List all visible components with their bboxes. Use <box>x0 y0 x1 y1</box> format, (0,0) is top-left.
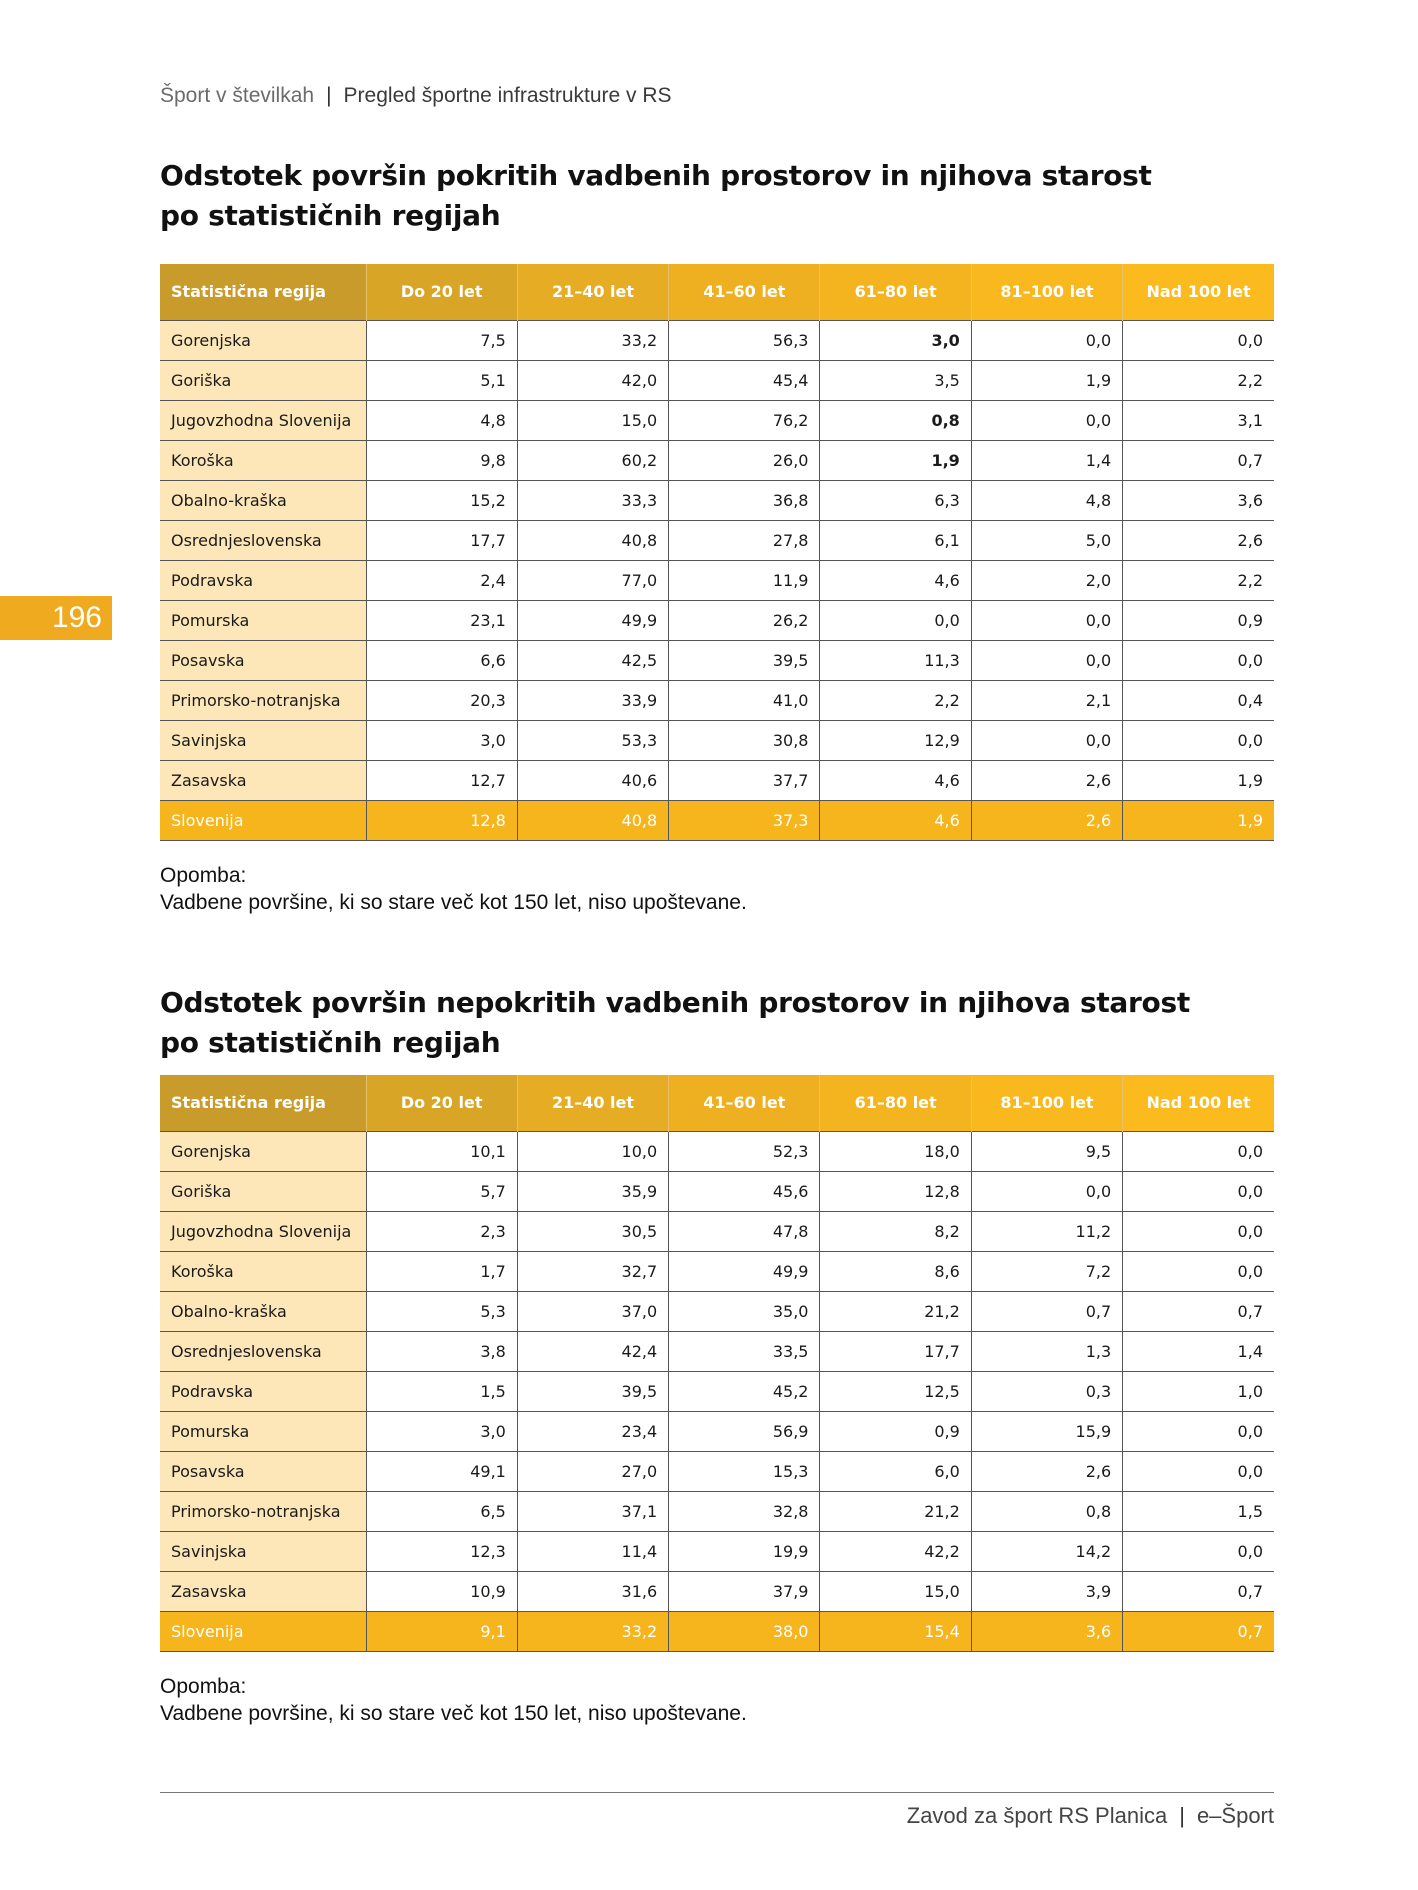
value-cell: 9,8 <box>366 440 517 480</box>
value-cell: 20,3 <box>366 680 517 720</box>
table-row <box>160 1411 1274 1451</box>
value-cell: 4,6 <box>820 760 971 800</box>
column-header-81-100: 81–100 let <box>971 264 1122 320</box>
region-cell: Savinjska <box>160 720 366 760</box>
value-cell: 37,1 <box>517 1491 668 1531</box>
value-cell: 36,8 <box>669 480 820 520</box>
value-cell: 32,8 <box>669 1491 820 1531</box>
value-cell: 4,6 <box>820 560 971 600</box>
value-cell: 3,9 <box>971 1571 1122 1611</box>
value-cell: 49,9 <box>669 1251 820 1291</box>
region-cell: Gorenjska <box>160 1131 366 1171</box>
value-cell: 23,1 <box>366 600 517 640</box>
table-row <box>160 400 1274 440</box>
value-cell: 32,7 <box>517 1251 668 1291</box>
value-cell: 0,0 <box>1123 1131 1274 1171</box>
column-header-nad-100: Nad 100 let <box>1123 264 1274 320</box>
value-cell: 1,4 <box>971 440 1122 480</box>
value-cell: 17,7 <box>820 1331 971 1371</box>
value-cell: 6,5 <box>366 1491 517 1531</box>
value-cell: 0,7 <box>1123 1291 1274 1331</box>
table-row <box>160 440 1274 480</box>
table-total-row <box>160 800 1274 840</box>
table-row <box>160 1451 1274 1491</box>
table-row <box>160 720 1274 760</box>
value-cell: 21,2 <box>820 1491 971 1531</box>
table-row <box>160 1371 1274 1411</box>
value-cell: 1,9 <box>1123 760 1274 800</box>
value-cell: 33,3 <box>517 480 668 520</box>
value-cell: 52,3 <box>669 1131 820 1171</box>
value-cell: 8,6 <box>820 1251 971 1291</box>
value-cell: 39,5 <box>517 1371 668 1411</box>
title-line-2: po statističnih regijah <box>160 1026 501 1059</box>
value-cell: 42,4 <box>517 1331 668 1371</box>
table-row <box>160 640 1274 680</box>
value-cell: 56,9 <box>669 1411 820 1451</box>
region-cell: Podravska <box>160 1371 366 1411</box>
footer-publisher: Zavod za šport RS Planica <box>906 1803 1168 1828</box>
value-cell: 1,4 <box>1123 1331 1274 1371</box>
value-cell: 4,8 <box>366 400 517 440</box>
value-cell: 12,8 <box>820 1171 971 1211</box>
value-cell: 7,5 <box>366 320 517 360</box>
value-cell: 0,0 <box>971 1171 1122 1211</box>
running-head <box>160 84 672 108</box>
region-cell: Savinjska <box>160 1531 366 1571</box>
table-row <box>160 1571 1274 1611</box>
title-line-1: Odstotek površin nepokritih vadbenih prostorov in njihova starost <box>160 986 1190 1019</box>
value-cell: 15,9 <box>971 1411 1122 1451</box>
note-text: Vadbene površine, ki so stare več kot 150 let, niso upoštevane. <box>160 1702 747 1725</box>
region-cell: Koroška <box>160 1251 366 1291</box>
value-cell: 12,5 <box>820 1371 971 1411</box>
value-cell: 42,2 <box>820 1531 971 1571</box>
value-cell: 0,0 <box>971 320 1122 360</box>
value-cell: 17,7 <box>366 520 517 560</box>
value-cell: 0,7 <box>1123 1611 1274 1651</box>
value-cell: 27,0 <box>517 1451 668 1491</box>
region-cell: Koroška <box>160 440 366 480</box>
region-cell: Osrednjeslovenska <box>160 520 366 560</box>
value-cell: 1,9 <box>1123 800 1274 840</box>
value-cell: 2,2 <box>1123 360 1274 400</box>
value-cell: 10,0 <box>517 1131 668 1171</box>
table-header-row <box>160 1075 1274 1131</box>
value-cell: 0,7 <box>971 1291 1122 1331</box>
table-total-row <box>160 1611 1274 1651</box>
value-cell: 42,0 <box>517 360 668 400</box>
table-row <box>160 760 1274 800</box>
value-cell: 0,0 <box>971 720 1122 760</box>
value-cell: 11,2 <box>971 1211 1122 1251</box>
value-cell: 1,5 <box>366 1371 517 1411</box>
value-cell: 26,0 <box>669 440 820 480</box>
value-cell: 23,4 <box>517 1411 668 1451</box>
section-title <box>160 156 1274 236</box>
value-cell: 7,2 <box>971 1251 1122 1291</box>
region-cell: Osrednjeslovenska <box>160 1331 366 1371</box>
value-cell: 45,2 <box>669 1371 820 1411</box>
value-cell: 47,8 <box>669 1211 820 1251</box>
value-cell: 0,0 <box>1123 640 1274 680</box>
region-cell: Slovenija <box>160 800 366 840</box>
table-row <box>160 1211 1274 1251</box>
value-cell: 37,3 <box>669 800 820 840</box>
region-cell: Podravska <box>160 560 366 600</box>
value-cell: 1,9 <box>971 360 1122 400</box>
value-cell: 4,8 <box>971 480 1122 520</box>
value-cell: 0,0 <box>1123 1531 1274 1571</box>
region-cell: Posavska <box>160 640 366 680</box>
footer-series: e–Šport <box>1196 1803 1274 1828</box>
value-cell: 10,1 <box>366 1131 517 1171</box>
region-cell: Obalno-kraška <box>160 480 366 520</box>
table-row <box>160 1491 1274 1531</box>
table-row <box>160 1131 1274 1171</box>
value-cell: 0,7 <box>1123 440 1274 480</box>
value-cell: 38,0 <box>669 1611 820 1651</box>
value-cell: 35,0 <box>669 1291 820 1331</box>
value-cell: 0,0 <box>1123 320 1274 360</box>
column-header-do-20: Do 20 let <box>366 1075 517 1131</box>
value-cell: 0,9 <box>1123 600 1274 640</box>
table-header-row <box>160 264 1274 320</box>
section-title <box>160 983 1274 1063</box>
table-row <box>160 1331 1274 1371</box>
region-cell: Zasavska <box>160 760 366 800</box>
value-cell: 1,3 <box>971 1331 1122 1371</box>
footer-rule <box>160 1792 1274 1793</box>
value-cell: 0,0 <box>971 600 1122 640</box>
region-cell: Posavska <box>160 1451 366 1491</box>
value-cell: 5,3 <box>366 1291 517 1331</box>
value-cell: 6,0 <box>820 1451 971 1491</box>
table-row <box>160 680 1274 720</box>
region-cell: Obalno-kraška <box>160 1291 366 1331</box>
column-header-do-20: Do 20 let <box>366 264 517 320</box>
value-cell: 11,4 <box>517 1531 668 1571</box>
region-cell: Pomurska <box>160 1411 366 1451</box>
table-row <box>160 560 1274 600</box>
title-line-2: po statističnih regijah <box>160 199 501 232</box>
value-cell: 15,0 <box>517 400 668 440</box>
region-cell: Pomurska <box>160 600 366 640</box>
value-cell: 2,6 <box>971 1451 1122 1491</box>
value-cell: 0,0 <box>1123 1411 1274 1451</box>
table-row <box>160 360 1274 400</box>
value-cell: 39,5 <box>669 640 820 680</box>
value-cell: 0,8 <box>971 1491 1122 1531</box>
value-cell: 0,7 <box>1123 1571 1274 1611</box>
column-header-41-60: 41–60 let <box>669 264 820 320</box>
value-cell: 8,2 <box>820 1211 971 1251</box>
value-cell: 77,0 <box>517 560 668 600</box>
value-cell: 2,2 <box>1123 560 1274 600</box>
value-cell: 40,8 <box>517 800 668 840</box>
value-cell: 15,2 <box>366 480 517 520</box>
table-note <box>160 1673 747 1727</box>
value-cell: 26,2 <box>669 600 820 640</box>
column-header-nad-100: Nad 100 let <box>1123 1075 1274 1131</box>
value-cell: 2,6 <box>1123 520 1274 560</box>
value-cell: 33,5 <box>669 1331 820 1371</box>
column-header-61-80: 61–80 let <box>820 264 971 320</box>
value-cell: 49,1 <box>366 1451 517 1491</box>
region-cell: Gorenjska <box>160 320 366 360</box>
value-cell: 76,2 <box>669 400 820 440</box>
value-cell: 14,2 <box>971 1531 1122 1571</box>
value-cell: 0,0 <box>1123 1171 1274 1211</box>
note-label: Opomba: <box>160 1675 247 1698</box>
value-cell: 1,5 <box>1123 1491 1274 1531</box>
value-cell: 21,2 <box>820 1291 971 1331</box>
table-row <box>160 1251 1274 1291</box>
table-row <box>160 520 1274 560</box>
value-cell: 0,9 <box>820 1411 971 1451</box>
value-cell: 0,0 <box>1123 1451 1274 1491</box>
value-cell: 42,5 <box>517 640 668 680</box>
column-header-61-80: 61–80 let <box>820 1075 971 1131</box>
region-cell: Zasavska <box>160 1571 366 1611</box>
uncovered-age-table <box>160 1075 1274 1652</box>
note-label: Opomba: <box>160 864 247 887</box>
region-cell: Slovenija <box>160 1611 366 1651</box>
value-cell: 3,0 <box>366 720 517 760</box>
value-cell: 9,5 <box>971 1131 1122 1171</box>
value-cell: 37,0 <box>517 1291 668 1331</box>
value-cell: 33,9 <box>517 680 668 720</box>
table-row <box>160 1531 1274 1571</box>
value-cell: 0,0 <box>1123 1251 1274 1291</box>
value-cell: 12,3 <box>366 1531 517 1571</box>
value-cell: 3,0 <box>366 1411 517 1451</box>
value-cell: 12,9 <box>820 720 971 760</box>
value-cell: 2,1 <box>971 680 1122 720</box>
value-cell: 3,6 <box>1123 480 1274 520</box>
value-cell: 12,7 <box>366 760 517 800</box>
value-cell: 0,0 <box>820 600 971 640</box>
column-header-41-60: 41–60 let <box>669 1075 820 1131</box>
value-cell: 33,2 <box>517 1611 668 1651</box>
value-cell: 5,0 <box>971 520 1122 560</box>
value-cell: 1,9 <box>820 440 971 480</box>
value-cell: 11,9 <box>669 560 820 600</box>
footer <box>907 1803 1274 1829</box>
value-cell: 3,1 <box>1123 400 1274 440</box>
value-cell: 5,1 <box>366 360 517 400</box>
table-row <box>160 320 1274 360</box>
page-number: 196 <box>0 596 112 640</box>
running-head-separator: | <box>326 84 332 107</box>
value-cell: 6,6 <box>366 640 517 680</box>
value-cell: 2,2 <box>820 680 971 720</box>
note-text: Vadbene površine, ki so stare več kot 150 let, niso upoštevane. <box>160 891 747 914</box>
value-cell: 11,3 <box>820 640 971 680</box>
value-cell: 30,5 <box>517 1211 668 1251</box>
value-cell: 0,3 <box>971 1371 1122 1411</box>
value-cell: 15,3 <box>669 1451 820 1491</box>
running-head-publication: Šport v številkah <box>160 84 315 107</box>
value-cell: 33,2 <box>517 320 668 360</box>
column-header-region: Statistična regija <box>160 264 366 320</box>
title-line-1: Odstotek površin pokritih vadbenih prostorov in njihova starost <box>160 159 1152 192</box>
table-note <box>160 862 747 916</box>
region-cell: Primorsko-notranjska <box>160 1491 366 1531</box>
value-cell: 30,8 <box>669 720 820 760</box>
value-cell: 2,6 <box>971 760 1122 800</box>
section-covered-spaces <box>160 156 1274 914</box>
value-cell: 60,2 <box>517 440 668 480</box>
table-row <box>160 600 1274 640</box>
value-cell: 6,1 <box>820 520 971 560</box>
value-cell: 56,3 <box>669 320 820 360</box>
value-cell: 3,0 <box>820 320 971 360</box>
value-cell: 6,3 <box>820 480 971 520</box>
region-cell: Goriška <box>160 360 366 400</box>
column-header-81-100: 81–100 let <box>971 1075 1122 1131</box>
value-cell: 1,7 <box>366 1251 517 1291</box>
running-head-chapter: Pregled športne infrastrukture v RS <box>343 84 672 107</box>
value-cell: 18,0 <box>820 1131 971 1171</box>
value-cell: 41,0 <box>669 680 820 720</box>
value-cell: 12,8 <box>366 800 517 840</box>
value-cell: 19,9 <box>669 1531 820 1571</box>
region-cell: Jugovzhodna Slovenija <box>160 1211 366 1251</box>
value-cell: 0,0 <box>1123 1211 1274 1251</box>
value-cell: 3,5 <box>820 360 971 400</box>
footer-separator: | <box>1179 1803 1185 1828</box>
value-cell: 5,7 <box>366 1171 517 1211</box>
value-cell: 0,4 <box>1123 680 1274 720</box>
value-cell: 49,9 <box>517 600 668 640</box>
value-cell: 2,6 <box>971 800 1122 840</box>
value-cell: 9,1 <box>366 1611 517 1651</box>
value-cell: 0,0 <box>1123 720 1274 760</box>
value-cell: 45,6 <box>669 1171 820 1211</box>
value-cell: 2,0 <box>971 560 1122 600</box>
value-cell: 3,8 <box>366 1331 517 1371</box>
table-row <box>160 480 1274 520</box>
value-cell: 37,9 <box>669 1571 820 1611</box>
section-uncovered-spaces <box>160 983 1274 1725</box>
region-cell: Jugovzhodna Slovenija <box>160 400 366 440</box>
value-cell: 4,6 <box>820 800 971 840</box>
value-cell: 40,8 <box>517 520 668 560</box>
value-cell: 53,3 <box>517 720 668 760</box>
column-header-21-40: 21–40 let <box>517 264 668 320</box>
value-cell: 3,6 <box>971 1611 1122 1651</box>
column-header-region: Statistična regija <box>160 1075 366 1131</box>
value-cell: 15,4 <box>820 1611 971 1651</box>
value-cell: 10,9 <box>366 1571 517 1611</box>
value-cell: 37,7 <box>669 760 820 800</box>
value-cell: 0,0 <box>971 400 1122 440</box>
value-cell: 31,6 <box>517 1571 668 1611</box>
value-cell: 45,4 <box>669 360 820 400</box>
table-row <box>160 1171 1274 1211</box>
value-cell: 2,4 <box>366 560 517 600</box>
value-cell: 0,0 <box>971 640 1122 680</box>
value-cell: 1,0 <box>1123 1371 1274 1411</box>
value-cell: 0,8 <box>820 400 971 440</box>
region-cell: Primorsko-notranjska <box>160 680 366 720</box>
value-cell: 40,6 <box>517 760 668 800</box>
value-cell: 2,3 <box>366 1211 517 1251</box>
column-header-21-40: 21–40 let <box>517 1075 668 1131</box>
value-cell: 35,9 <box>517 1171 668 1211</box>
region-cell: Goriška <box>160 1171 366 1211</box>
value-cell: 15,0 <box>820 1571 971 1611</box>
value-cell: 27,8 <box>669 520 820 560</box>
covered-age-table <box>160 264 1274 841</box>
table-row <box>160 1291 1274 1331</box>
